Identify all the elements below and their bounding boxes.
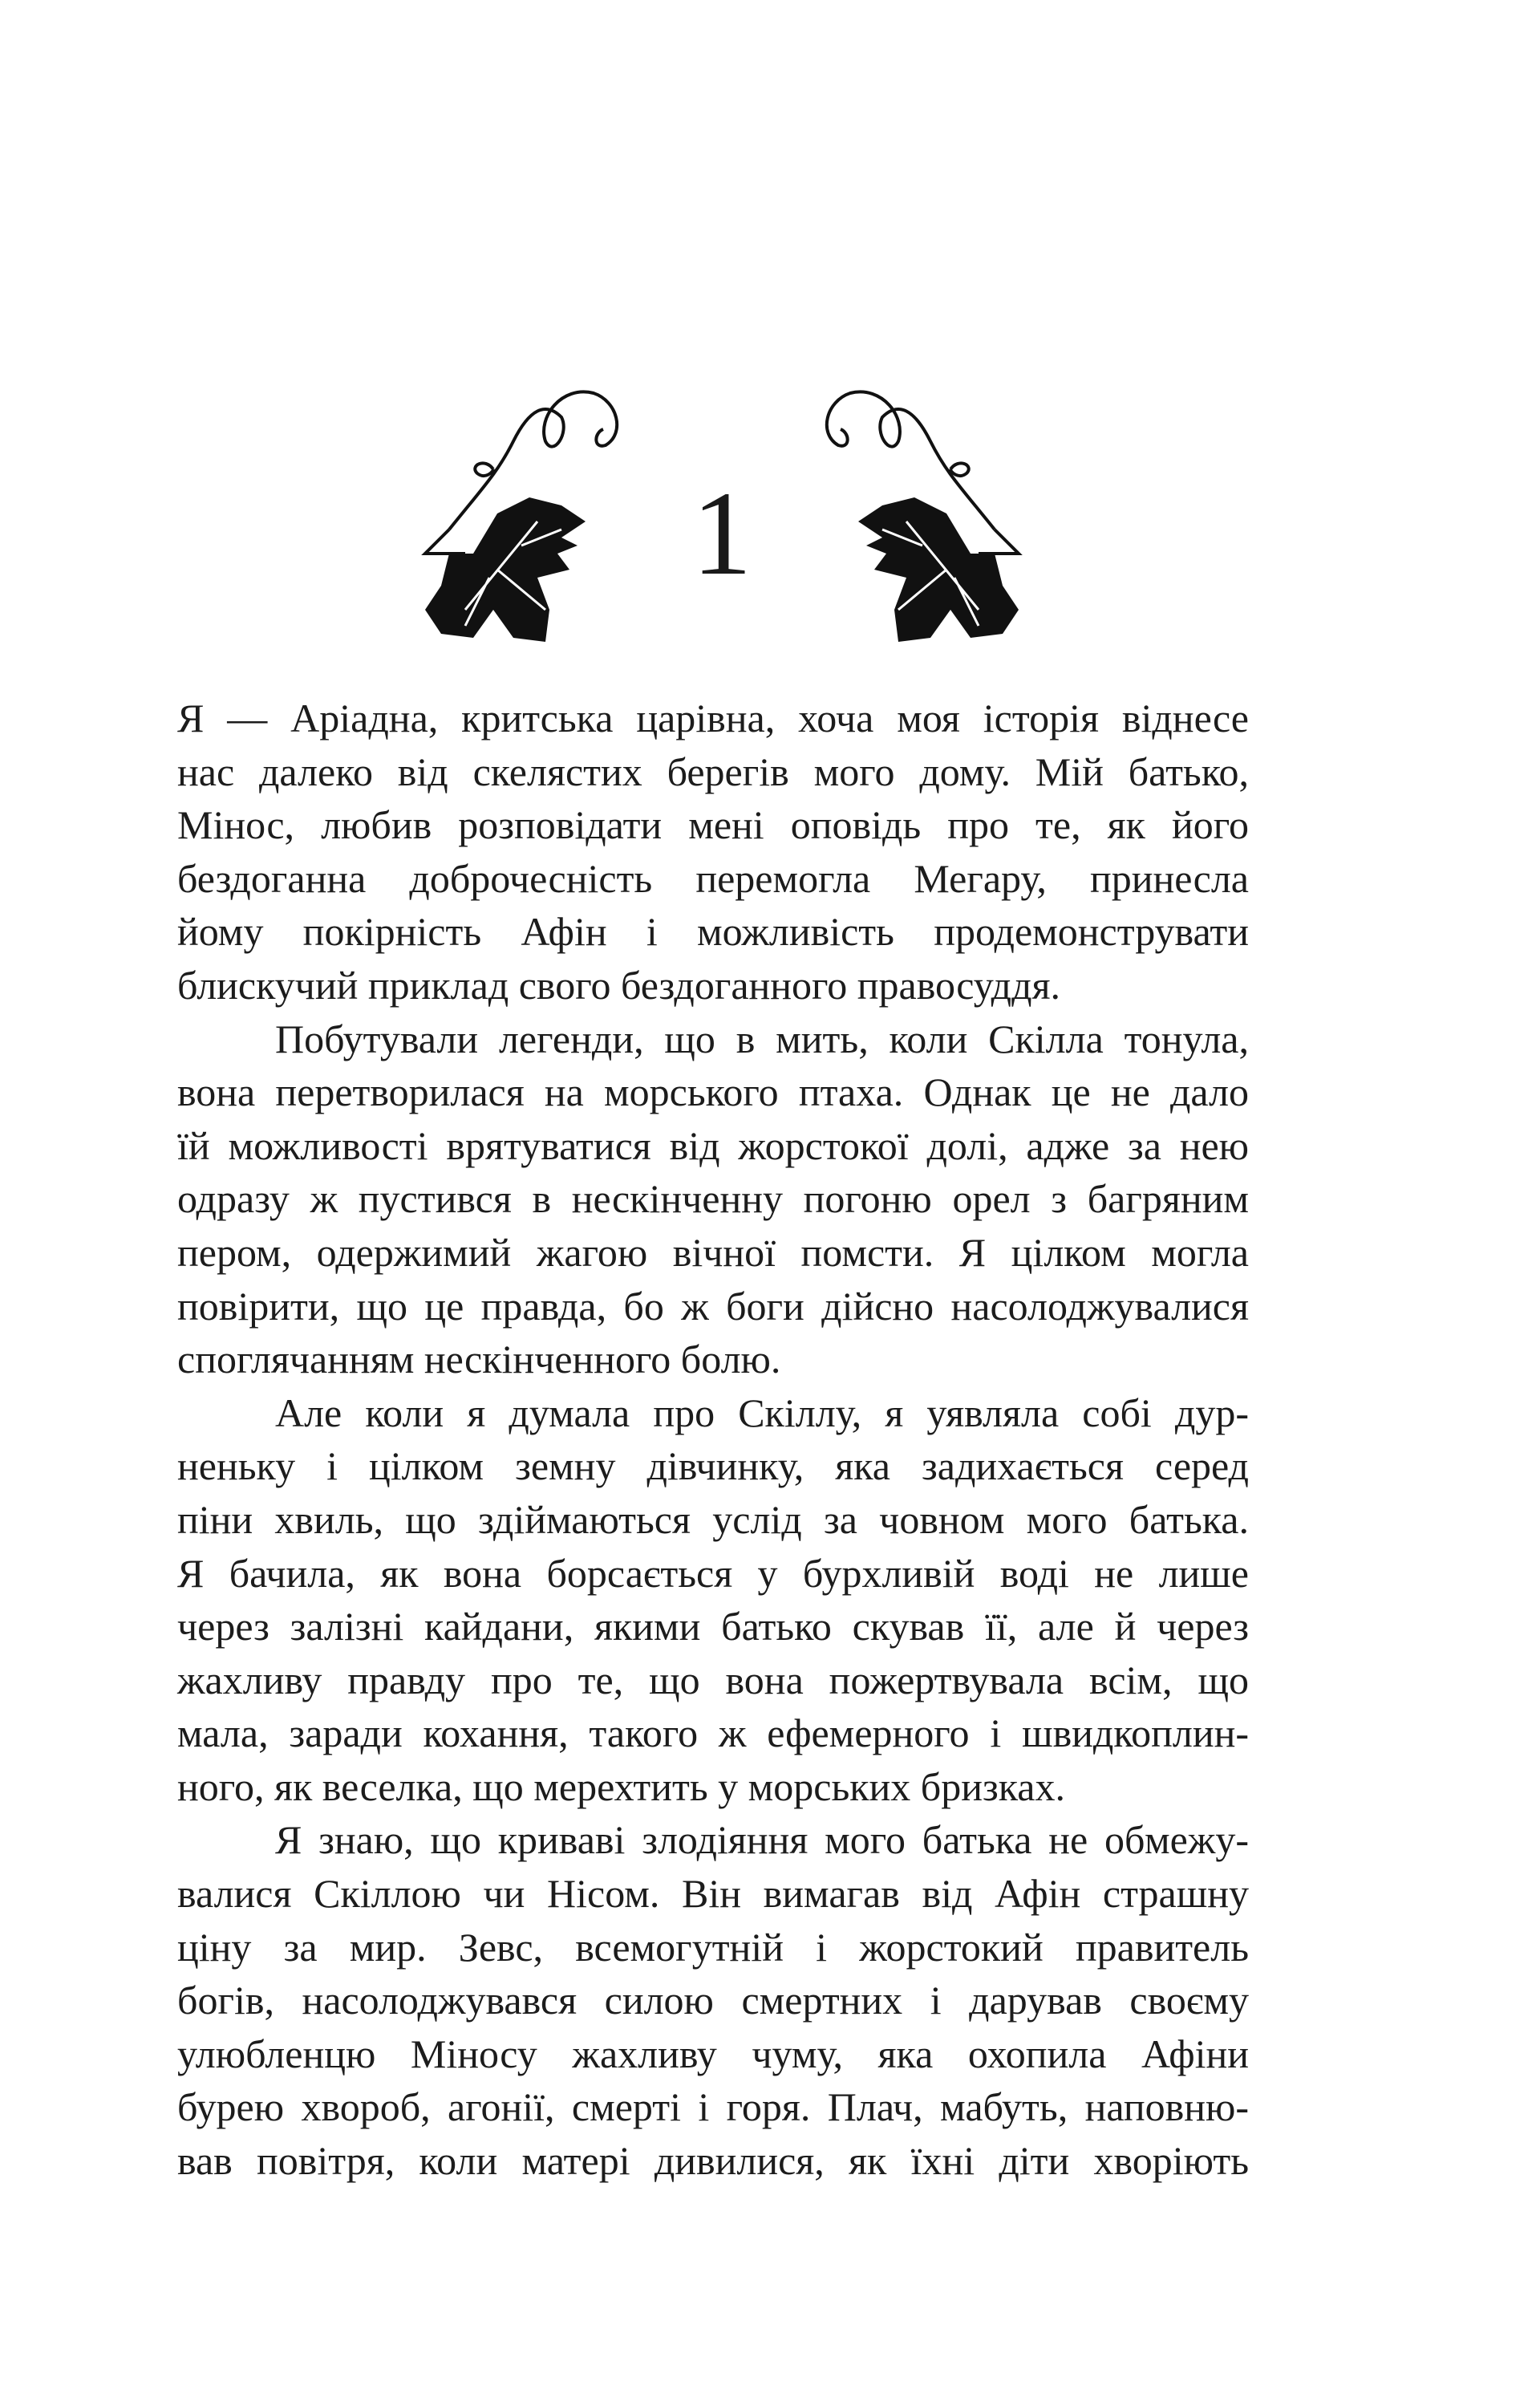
text-line: Але коли я думала про Скіллу, я уявляла собі дур- <box>275 1390 1249 1435</box>
text-line: йому покірність Афін і можливість продемонструвати <box>177 909 1249 955</box>
text-line: мала, заради кохання, такого ж ефемерного і швидкоплин- <box>177 1710 1249 1756</box>
text-line: бурею хвороб, агонії, смерті і горя. Плач, мабуть, наповню- <box>177 2084 1249 2130</box>
text-line: Я знаю, що криваві злодіяння мого батька не обмежу- <box>275 1817 1249 1863</box>
paragraph <box>177 1813 1249 2187</box>
text-line: Мінос, любив розповідати мені оповідь про те, як його <box>177 802 1249 848</box>
text-line: блискучий приклад свого бездоганного правосуддя. <box>177 962 1061 1008</box>
text-line: Я — Аріадна, критська царівна, хоча моя історія віднесе <box>177 696 1249 741</box>
text-line: ціну за мир. Зевс, всемогутній і жорстокий правитель <box>177 1924 1249 1970</box>
text-line: улюбленцю Міносу жахливу чуму, яка охопила Афіни <box>177 2031 1249 2076</box>
text-line: Побутували легенди, що в мить, коли Скілла тонула, <box>275 1016 1249 1061</box>
chapter-body-text <box>177 692 1249 2188</box>
text-line: одразу ж пустився в нескінченну погоню орел з багряним <box>177 1176 1249 1222</box>
text-line: пером, одержимий жагою вічної помсти. Я цілком могла <box>177 1229 1249 1275</box>
text-line: нас далеко від скелястих берегів мого дому. Мій батько, <box>177 749 1249 794</box>
paragraph <box>177 692 1249 1012</box>
text-line: піни хвиль, що здіймаються услід за човном мого батька. <box>177 1496 1249 1542</box>
text-line: жахливу правду про те, що вона пожертвувала всім, що <box>177 1657 1249 1702</box>
text-line: неньку і цілком земну дівчинку, яка задихається серед <box>177 1443 1249 1489</box>
text-line: через залізні кайдани, якими батько скував її, але й через <box>177 1604 1249 1649</box>
text-line: вона перетворилася на морського птаха. Однак це не дало <box>177 1069 1249 1115</box>
text-line: бездоганна доброчесність перемогла Мегару, принесла <box>177 855 1249 901</box>
text-line: валися Скіллою чи Нісом. Він вимагав від Афін страшну <box>177 1871 1249 1917</box>
text-line: їй можливості врятуватися від жорстокої долі, адже за нею <box>177 1122 1249 1168</box>
text-line: ного, як веселка, що мерехтить у морських бризках. <box>177 1763 1065 1809</box>
text-line: вав повітря, коли матері дивилися, як їхні діти хворіють <box>177 2138 1249 2184</box>
text-line: споглячанням нескінченного болю. <box>177 1337 781 1382</box>
text-line: повірити, що це правда, бо ж боги дійсно насолоджувалися <box>177 1283 1249 1329</box>
right-vine-leaf-icon <box>827 392 1019 642</box>
left-vine-leaf-icon <box>425 392 617 642</box>
paragraph <box>177 1012 1249 1386</box>
chapter-number: 1 <box>691 467 752 600</box>
paragraph <box>177 1386 1249 1814</box>
text-line: богів, насолоджувався силою смертних і дарував своєму <box>177 1978 1249 2023</box>
text-line: Я бачила, як вона борсається у бурхливій воді не лише <box>177 1550 1249 1596</box>
